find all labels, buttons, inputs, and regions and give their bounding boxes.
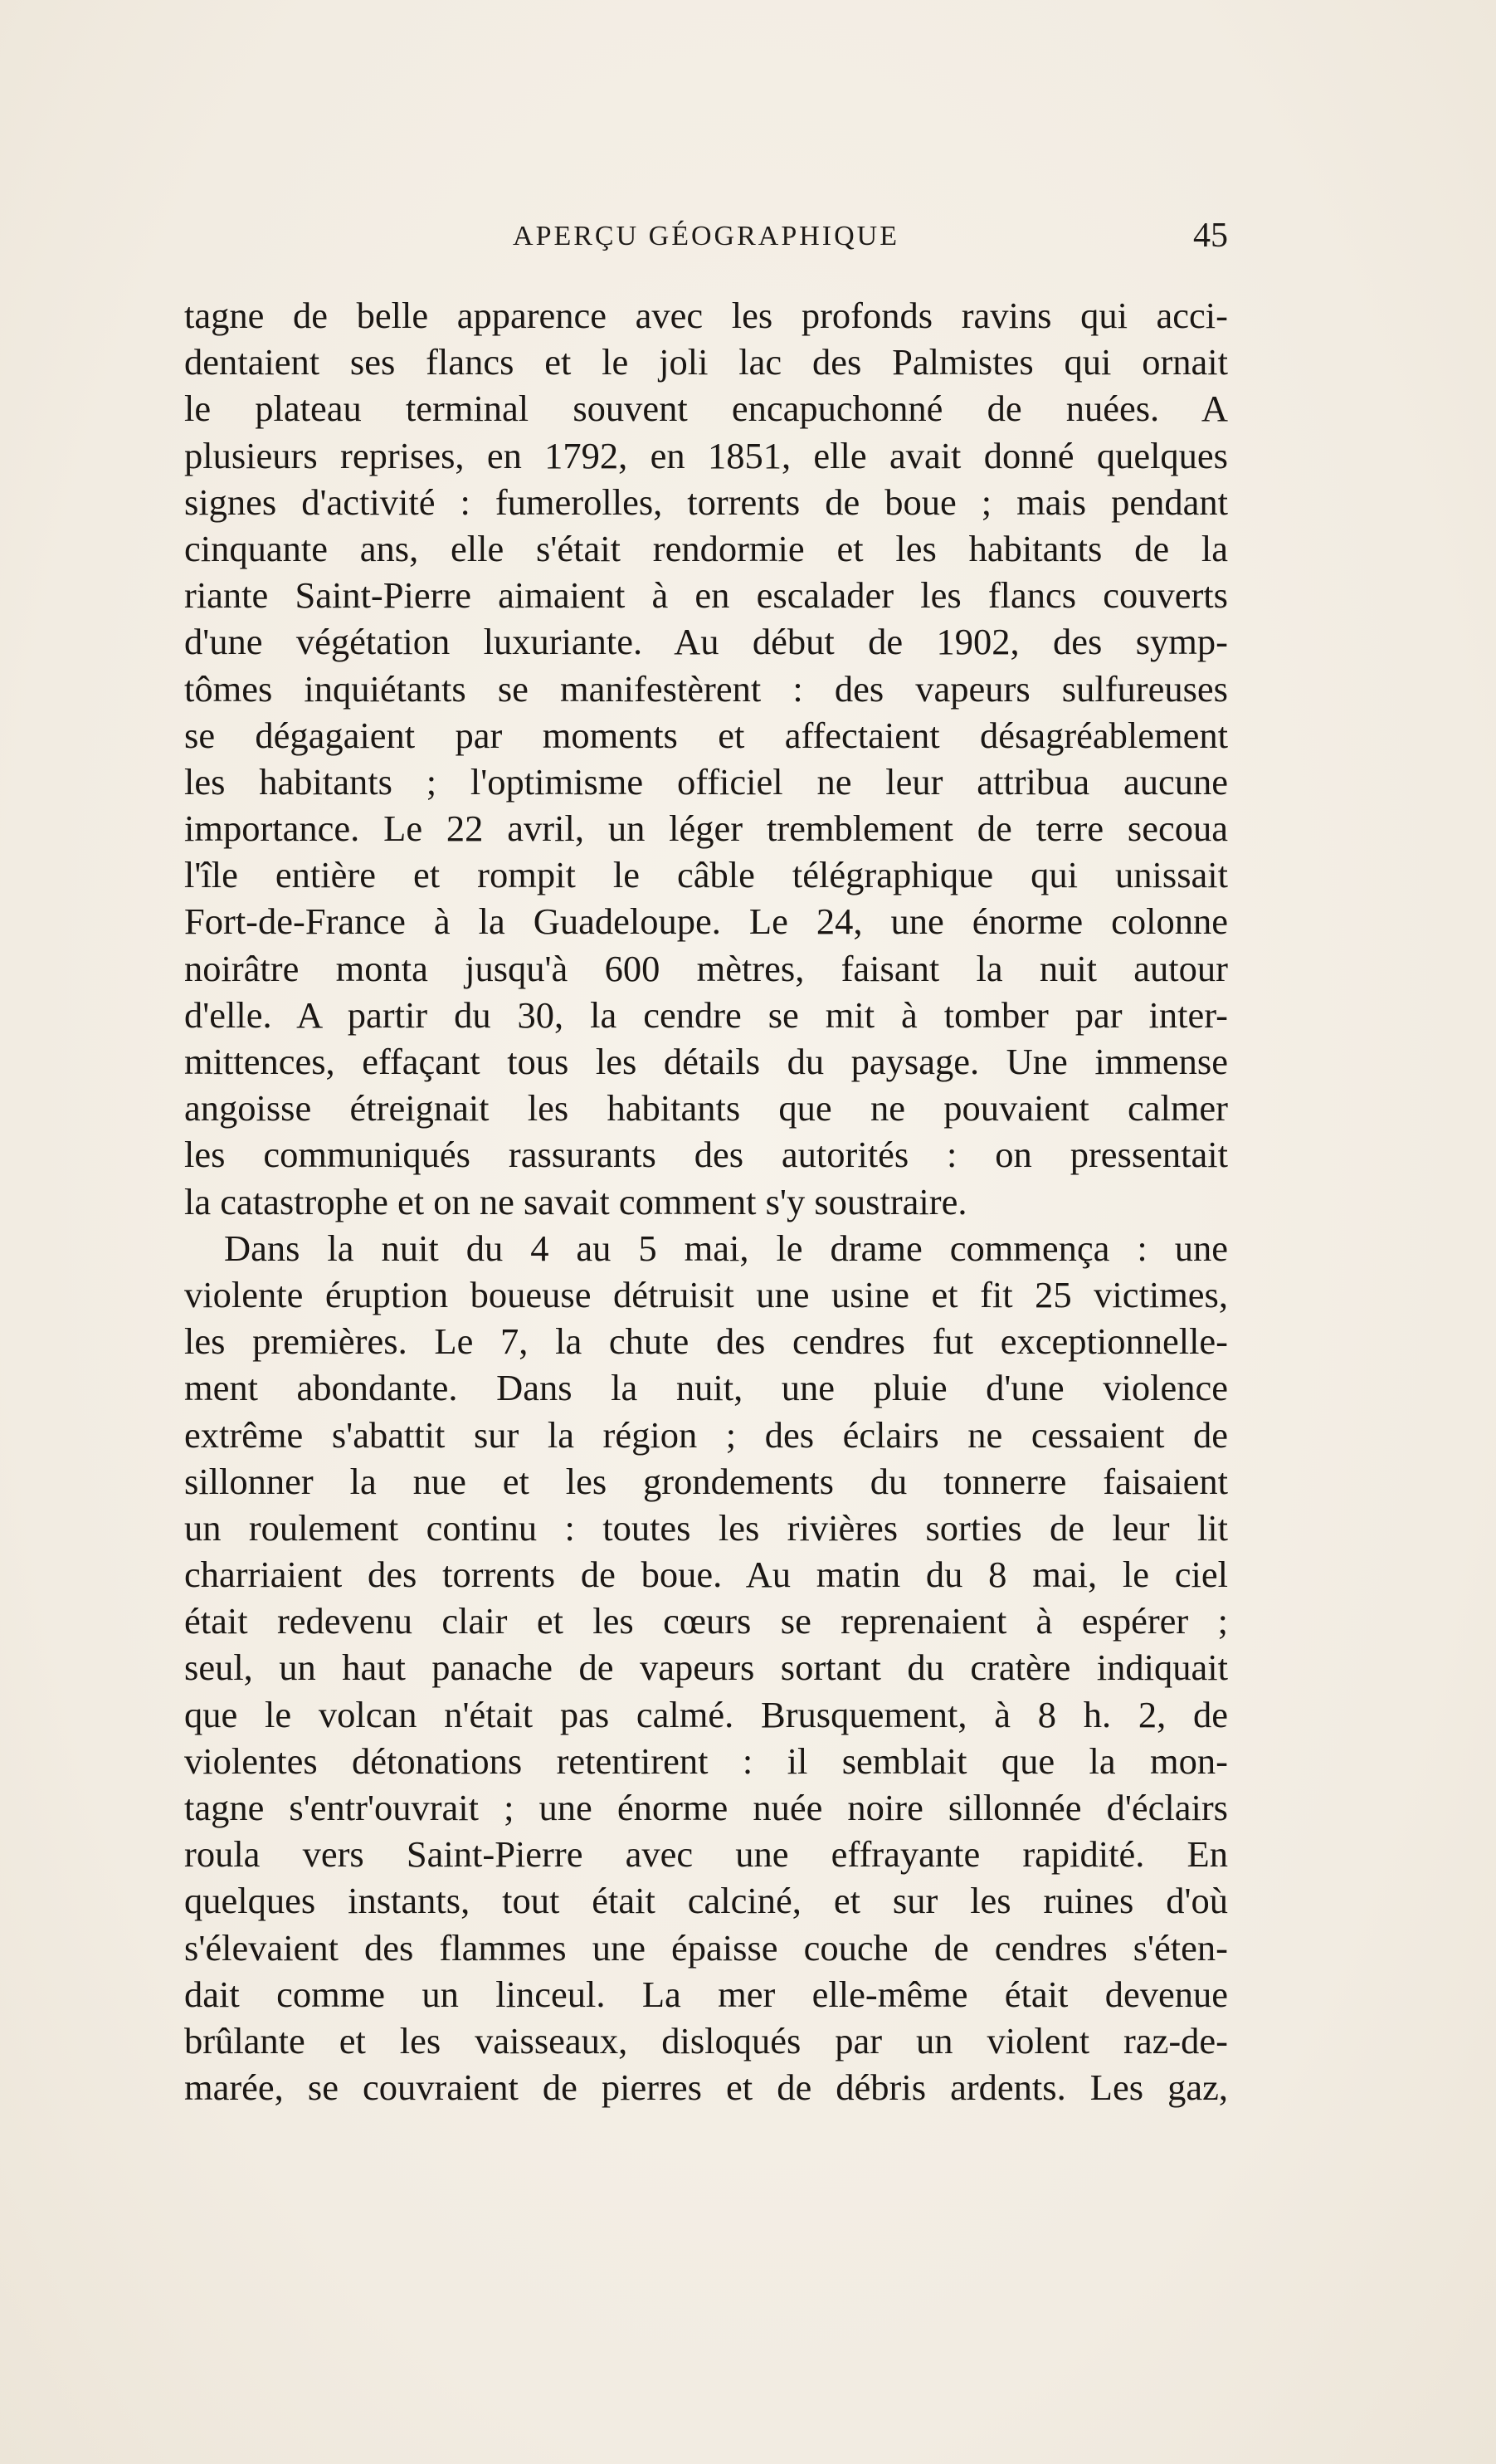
page-number: 45 bbox=[1193, 217, 1228, 255]
running-head bbox=[184, 209, 1228, 259]
text-line: extrême s'abattit sur la région ; des éclairs ne cessaient de bbox=[184, 1413, 1228, 1456]
text-line: plusieurs reprises, en 1792, en 1851, elle avait donné quelques bbox=[184, 434, 1228, 476]
text-line: dentaient ses flancs et le joli lac des Palmistes qui ornait bbox=[184, 341, 1228, 383]
running-title: APERÇU GÉOGRAPHIQUE bbox=[513, 221, 899, 251]
text-line: roula vers Saint-Pierre avec une effrayante rapidité. En bbox=[184, 1833, 1228, 1876]
paragraph-1 bbox=[184, 292, 1228, 1225]
text-line: brûlante et les vaisseaux, disloqués par un violent raz-de- bbox=[184, 2019, 1228, 2061]
text-line: était redevenu clair et les cœurs se reprenaient à espérer ; bbox=[184, 1600, 1228, 1642]
text-line: riante Saint-Pierre aimaient à en escalader les flancs couverts bbox=[184, 574, 1228, 617]
text-line: que le volcan n'était pas calmé. Brusquement, à 8 h. 2, de bbox=[184, 1693, 1228, 1735]
paragraph-2 bbox=[184, 1225, 1228, 2111]
text-line: Dans la nuit du 4 au 5 mai, le drame commença : une bbox=[224, 1227, 1228, 1269]
text-line: tômes inquiétants se manifestèrent : des vapeurs sulfureuses bbox=[184, 667, 1228, 710]
text-line: s'élevaient des flammes une épaisse couche de cendres s'éten- bbox=[184, 1926, 1228, 1969]
text-line: ment abondante. Dans la nuit, une pluie d'une violence bbox=[184, 1367, 1228, 1409]
text-line: importance. Le 22 avril, un léger tremblement de terre secoua bbox=[184, 808, 1228, 850]
text-line: tagne de belle apparence avec les profonds ravins qui acci- bbox=[184, 295, 1228, 336]
text-line: marée, se couvraient de pierres et de débris ardents. Les gaz, bbox=[184, 2066, 1228, 2109]
text-line: un roulement continu : toutes les rivières sorties de leur lit bbox=[184, 1506, 1228, 1549]
text-line: tagne s'entr'ouvrait ; une énorme nuée noire sillonnée d'éclairs bbox=[184, 1787, 1228, 1828]
text-line: les premières. Le 7, la chute des cendres fut exceptionnelle- bbox=[184, 1320, 1228, 1363]
text-line: seul, un haut panache de vapeurs sortant du cratère indiquait bbox=[184, 1647, 1228, 1689]
text-line: Fort-de-France à la Guadeloupe. Le 24, une énorme colonne bbox=[184, 900, 1228, 943]
text-line: noirâtre monta jusqu'à 600 mètres, faisant la nuit autour bbox=[184, 947, 1228, 989]
text-line: signes d'activité : fumerolles, torrents de boue ; mais pendant bbox=[184, 481, 1228, 523]
text-line: d'une végétation luxuriante. Au début de 1902, des symp- bbox=[184, 621, 1228, 663]
text-line: la catastrophe et on ne savait comment s'y soustraire. bbox=[184, 1180, 967, 1222]
text-line: cinquante ans, elle s'était rendormie et les habitants de la bbox=[184, 527, 1228, 569]
text-line: sillonner la nue et les grondements du tonnerre faisaient bbox=[184, 1460, 1228, 1502]
text-line: se dégagaient par moments et affectaient désagréablement bbox=[184, 714, 1228, 756]
body-text bbox=[184, 292, 1228, 2110]
text-line: les communiqués rassurants des autorités : on pressentait bbox=[184, 1134, 1228, 1176]
text-line: l'île entière et rompit le câble télégraphique qui unissait bbox=[184, 854, 1228, 896]
text-line: charriaient des torrents de boue. Au matin du 8 mai, le ciel bbox=[184, 1554, 1228, 1596]
text-line: le plateau terminal souvent encapuchonné de nuées. A bbox=[184, 388, 1228, 430]
text-line: dait comme un linceul. La mer elle-même était devenue bbox=[184, 1973, 1228, 2015]
text-line: violentes détonations retentirent : il semblait que la mon- bbox=[184, 1739, 1228, 1782]
text-line: angoisse étreignait les habitants que ne pouvaient calmer bbox=[184, 1087, 1228, 1130]
text-line: les habitants ; l'optimisme officiel ne leur attribua aucune bbox=[184, 760, 1228, 803]
text-line: violente éruption boueuse détruisit une usine et fit 25 victimes, bbox=[184, 1273, 1228, 1315]
text-line: d'elle. A partir du 30, la cendre se mit à tomber par inter- bbox=[184, 993, 1228, 1036]
text-line: mittences, effaçant tous les détails du paysage. Une immense bbox=[184, 1041, 1228, 1082]
text-line: quelques instants, tout était calciné, et sur les ruines d'où bbox=[184, 1880, 1228, 1922]
